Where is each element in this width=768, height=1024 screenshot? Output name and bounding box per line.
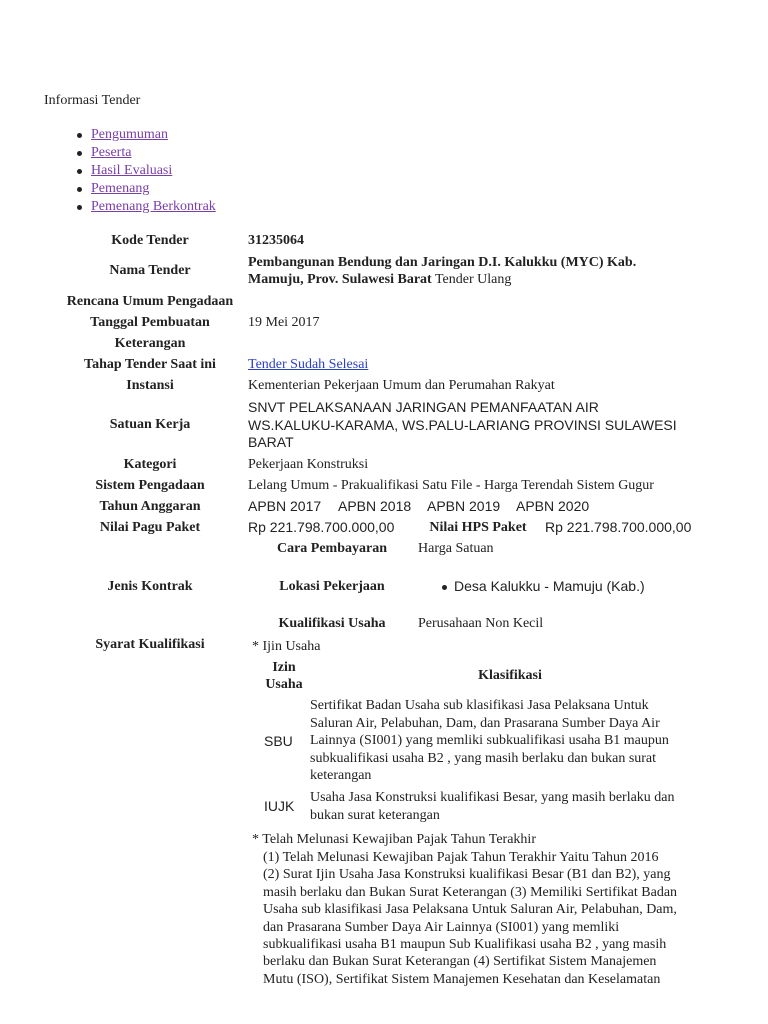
label-kategori: Kategori xyxy=(123,457,177,472)
label-kode-tender: Kode Tender xyxy=(111,233,189,248)
value-nilai-hps-paket: Rp 221.798.700.000,00 xyxy=(545,519,692,535)
klasifikasi-sbu-line-5: keterangan xyxy=(310,768,372,783)
nav-item-pengumuman xyxy=(73,126,216,144)
value-tahun-anggaran-2018: APBN 2018 xyxy=(338,498,412,514)
pajak-line-4: Usaha sub klasifikasi Jasa Pelaksana Untuk Saluran Air, Pelabuhan, Dam, xyxy=(263,902,677,918)
klasifikasi-iujk xyxy=(310,789,675,824)
nav-link-hasil-evaluasi[interactable]: Hasil Evaluasi xyxy=(91,163,173,178)
nav-link-pemenang[interactable]: Pemenang xyxy=(91,181,150,196)
satuan-kerja-line-3: BARAT xyxy=(248,434,294,450)
klasifikasi-sbu-line-2: Saluran Air, Pelabuhan, Dam, dan Prasarana Sumber Daya Air xyxy=(310,715,660,731)
label-instansi: Instansi xyxy=(126,378,174,393)
page-title: Informasi Tender xyxy=(44,93,141,108)
col-izin-usaha xyxy=(258,659,310,693)
value-lokasi-pekerjaan: Desa Kalukku - Mamuju (Kab.) xyxy=(440,578,768,595)
klasifikasi-sbu-line-3: Lainnya (SI001) yang memliki subkualifikasi usaha B1 maupun xyxy=(310,733,669,748)
nama-tender-line-1: Pembangunan Bendung dan Jaringan D.I. Kalukku (MYC) Kab. xyxy=(248,255,637,270)
label-nilai-pagu-paket: Nilai Pagu Paket xyxy=(99,520,201,535)
klasifikasi-sbu-line-1: Sertifikat Badan Usaha sub klasifikasi Jasa Pelaksana Untuk xyxy=(310,698,649,713)
label-jenis-kontrak: Jenis Kontrak xyxy=(107,579,193,594)
nama-tender-suffix: Tender Ulang xyxy=(431,272,512,287)
pajak-detail xyxy=(263,849,753,988)
value-tahun-anggaran-2017: APBN 2017 xyxy=(248,498,322,514)
klasifikasi-sbu-line-4: subkualifikasi usaha B2 , yang masih berlaku dan bukan surat xyxy=(310,750,657,766)
label-tahap-tender: Tahap Tender Saat ini xyxy=(84,357,216,372)
nav-link-peserta[interactable]: Peserta xyxy=(91,145,132,160)
nav-link-pengumuman[interactable]: Pengumuman xyxy=(91,127,168,142)
col-izin-usaha-line-1: Izin xyxy=(272,660,296,675)
klasifikasi-iujk-line-2: bukan surat keterangan xyxy=(310,807,440,823)
value-kode-tender: 31235064 xyxy=(248,233,304,248)
label-nilai-hps-paket: Nilai HPS Paket xyxy=(429,520,527,535)
pajak-line-3: masih berlaku dan Bukan Surat Keterangan (3) Memiliki Sertifikat Badan xyxy=(263,884,678,900)
nav-link-pemenang-berkontrak[interactable]: Pemenang Berkontrak xyxy=(91,199,216,214)
label-lokasi-pekerjaan: Lokasi Pekerjaan xyxy=(279,579,385,594)
ijin-usaha-title: * Ijin Usaha xyxy=(252,639,321,654)
satuan-kerja-line-1: SNVT PELAKSANAAN JARINGAN PEMANFAATAN AIR xyxy=(248,399,599,415)
value-kualifikasi-usaha: Perusahaan Non Kecil xyxy=(418,616,544,631)
label-cara-pembayaran: Cara Pembayaran xyxy=(276,541,388,556)
value-nilai-pagu-paket: Rp 221.798.700.000,00 xyxy=(248,519,395,535)
label-rencana-umum-pengadaan: Rencana Umum Pengadaan xyxy=(66,294,234,309)
pajak-line-8: Mutu (ISO), Sertifikat Sistem Manajemen Kesehatan dan Keselamatan xyxy=(263,971,661,987)
pajak-line-6: subkualifikasi usaha B1 maupun Sub Kualifikasi usaha B2 , yang masih xyxy=(263,937,667,953)
klasifikasi-iujk-line-1: Usaha Jasa Konstruksi kualifikasi Besar, yang masih berlaku dan xyxy=(310,790,675,805)
col-izin-usaha-line-2: Usaha xyxy=(265,677,303,692)
nav-item-pemenang xyxy=(73,180,216,198)
pajak-line-2: (2) Surat Ijin Usaha Jasa Konstruksi kualifikasi Besar (B1 dan B2), yang xyxy=(263,867,671,883)
label-satuan-kerja: Satuan Kerja xyxy=(109,417,191,432)
label-tanggal-pembuatan: Tanggal Pembuatan xyxy=(90,315,210,330)
label-tahun-anggaran: Tahun Anggaran xyxy=(99,499,201,514)
label-sistem-pengadaan: Sistem Pengadaan xyxy=(95,478,205,493)
izin-sbu: SBU xyxy=(264,733,293,749)
tahap-tender-link[interactable]: Tender Sudah Selesai xyxy=(248,357,369,372)
value-cara-pembayaran: Harga Satuan xyxy=(418,541,494,556)
nav-item-hasil-evaluasi xyxy=(73,162,216,180)
value-tahun-anggaran-2019: APBN 2019 xyxy=(427,498,501,514)
label-kualifikasi-usaha: Kualifikasi Usaha xyxy=(278,616,386,631)
pajak-title: * Telah Melunasi Kewajiban Pajak Tahun Terakhir xyxy=(252,832,536,847)
label-keterangan: Keterangan xyxy=(114,336,186,351)
col-klasifikasi: Klasifikasi xyxy=(478,668,542,683)
value-nama-tender xyxy=(248,254,748,288)
value-sistem-pengadaan: Lelang Umum - Prakualifikasi Satu File - Harga Terendah Sistem Gugur xyxy=(248,478,654,493)
nav-item-peserta xyxy=(73,144,216,162)
label-syarat-kualifikasi: Syarat Kualifikasi xyxy=(95,637,205,652)
pajak-line-7: berlaku dan Bukan Surat Keterangan (4) Sertifikat Sistem Manajemen xyxy=(263,954,657,970)
nama-tender-line-2: Mamuju, Prov. Sulawesi Barat xyxy=(248,272,432,287)
value-instansi: Kementerian Pekerjaan Umum dan Perumahan Rakyat xyxy=(248,378,555,393)
value-tahap-tender xyxy=(248,356,368,373)
value-tanggal-pembuatan: 19 Mei 2017 xyxy=(248,315,320,330)
label-nama-tender: Nama Tender xyxy=(109,263,191,278)
satuan-kerja-line-2: WS.KALUKU-KARAMA, WS.PALU-LARIANG PROVINSI SULAWESI xyxy=(248,416,677,433)
izin-iujk: IUJK xyxy=(264,798,295,814)
nav-item-pemenang-berkontrak xyxy=(73,198,216,216)
value-satuan-kerja xyxy=(248,399,677,452)
klasifikasi-sbu xyxy=(310,697,669,785)
tender-nav xyxy=(73,126,216,216)
value-tahun-anggaran-2020: APBN 2020 xyxy=(516,498,590,514)
value-kategori: Pekerjaan Konstruksi xyxy=(248,457,369,472)
pajak-line-1: (1) Telah Melunasi Kewajiban Pajak Tahun Terakhir Yaitu Tahun 2016 xyxy=(263,850,659,865)
pajak-line-5: dan Prasarana Sumber Daya Air Lainnya (SI001) yang memliki xyxy=(263,919,620,935)
